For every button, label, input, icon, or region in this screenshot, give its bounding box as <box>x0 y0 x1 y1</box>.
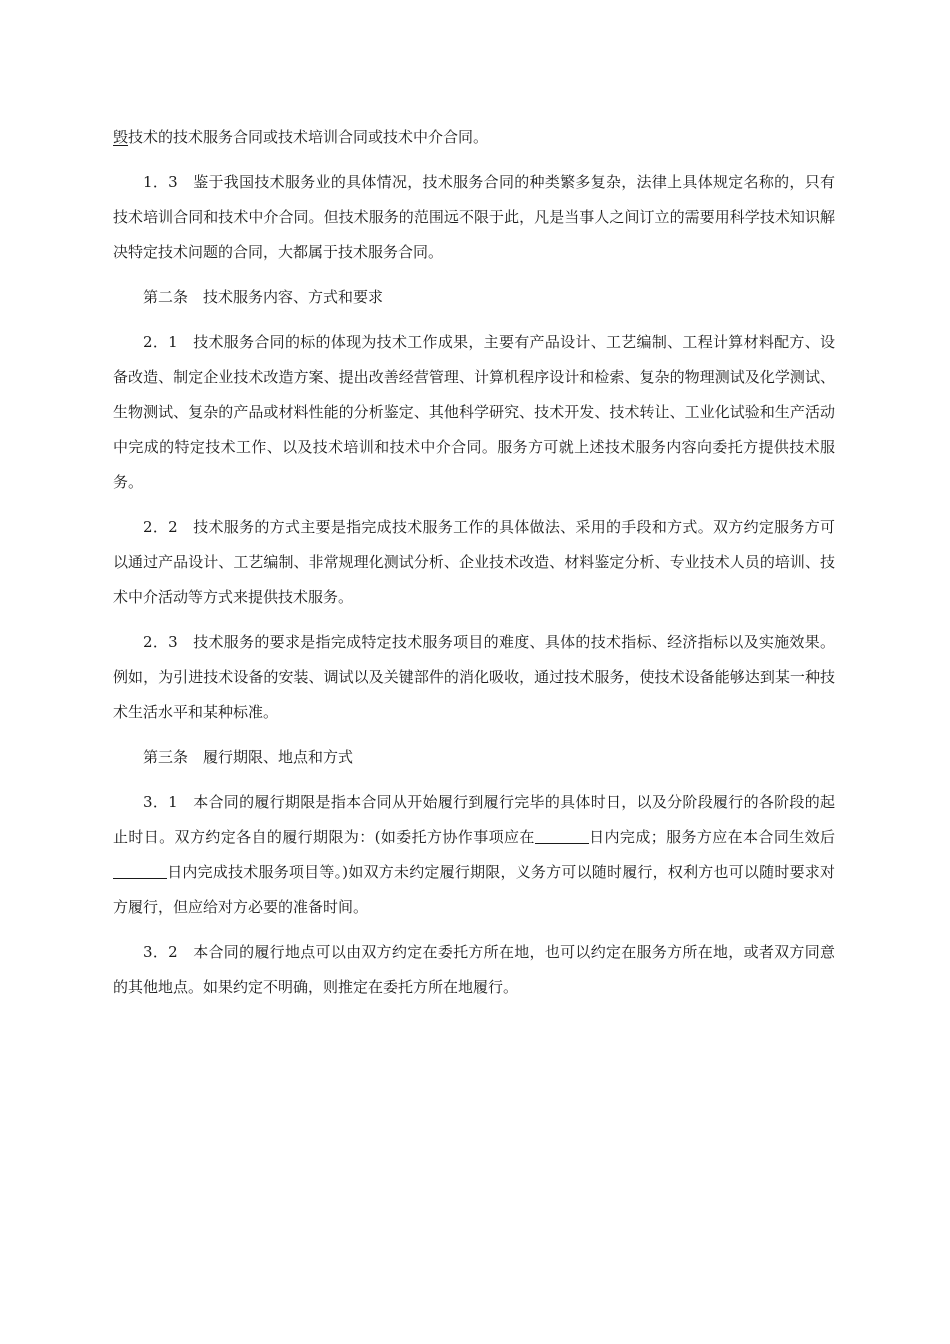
continuation-text: 技术的技术服务合同或技术培训合同或技术中介合同。 <box>128 128 489 146</box>
article-2-heading: 第二条 技术服务内容、方式和要求 <box>143 288 384 306</box>
fill-in-blank-days-client <box>535 829 589 844</box>
article-3-heading: 第三条 履行期限、地点和方式 <box>143 748 354 766</box>
paragraph-3-1-part-b: 日内完成；服务方应在本合同生效后 <box>588 828 835 846</box>
paragraph-3-1-part-a: 3．1 本合同的履行期限是指本合同从开始履行到履行完毕的具体时日，以及分阶段履行的各阶段的起止时日。双方约定各自的履行期限为：(如委托方协作事项应在 <box>113 793 835 846</box>
document-body <box>113 120 835 1005</box>
paragraph-2-2: 2．2 技术服务的方式主要是指完成技术服务工作的具体做法、采用的手段和方式。双方约定服务方可以通过产品设计、工艺编制、非常规理化测试分析、企业技术改造、材料鉴定分析、专业技术人员的培训、技术中介活动等方式来提供技术服务。 <box>113 518 835 606</box>
paragraph-3-1 <box>113 785 835 925</box>
fill-in-blank-days-provider <box>113 864 167 879</box>
paragraph-2-1: 2．1 技术服务合同的标的体现为技术工作成果，主要有产品设计、工艺编制、工程计算材料配方、设备改造、制定企业技术改造方案、提出改善经营管理、计算机程序设计和检索、复杂的物理测试及化学测试、生物测试、复杂的产品或材料性能的分析鉴定、其他科学研究、技术开发、技术转让、工业化试验和生产活动中完成的特定技术工作、以及技术培训和技术中介合同。服务方可就上述技术服务内容向委托方提供技术服务。 <box>113 333 835 491</box>
paragraph-3-1-part-c: 日内完成技术服务项目等。)如双方未约定履行期限，义务方可以随时履行，权利方也可以随时要求对方履行，但应给对方必要的准备时间。 <box>113 863 835 916</box>
paragraph-2-3: 2．3 技术服务的要求是指完成特定技术服务项目的难度、具体的技术指标、经济指标以及实施效果。例如，为引进技术设备的安装、调试以及关键部件的消化吸收，通过技术服务，使技术设备能够达到某一种技术生活水平和某种标准。 <box>113 633 835 721</box>
paragraph-continuation <box>113 120 835 155</box>
paragraph-1-3: 1．3 鉴于我国技术服务业的具体情况，技术服务合同的种类繁多复杂，法律上具体规定名称的，只有技术培训合同和技术中介合同。但技术服务的范围远不限于此，凡是当事人之间订立的需要用科学技术知识解决特定技术问题的合同，大都属于技术服务合同。 <box>113 173 835 261</box>
paragraph-3-2: 3．2 本合同的履行地点可以由双方约定在委托方所在地，也可以约定在服务方所在地，或者双方同意的其他地点。如果约定不明确，则推定在委托方所在地履行。 <box>113 943 835 996</box>
underlined-text: 毁 <box>113 128 129 146</box>
